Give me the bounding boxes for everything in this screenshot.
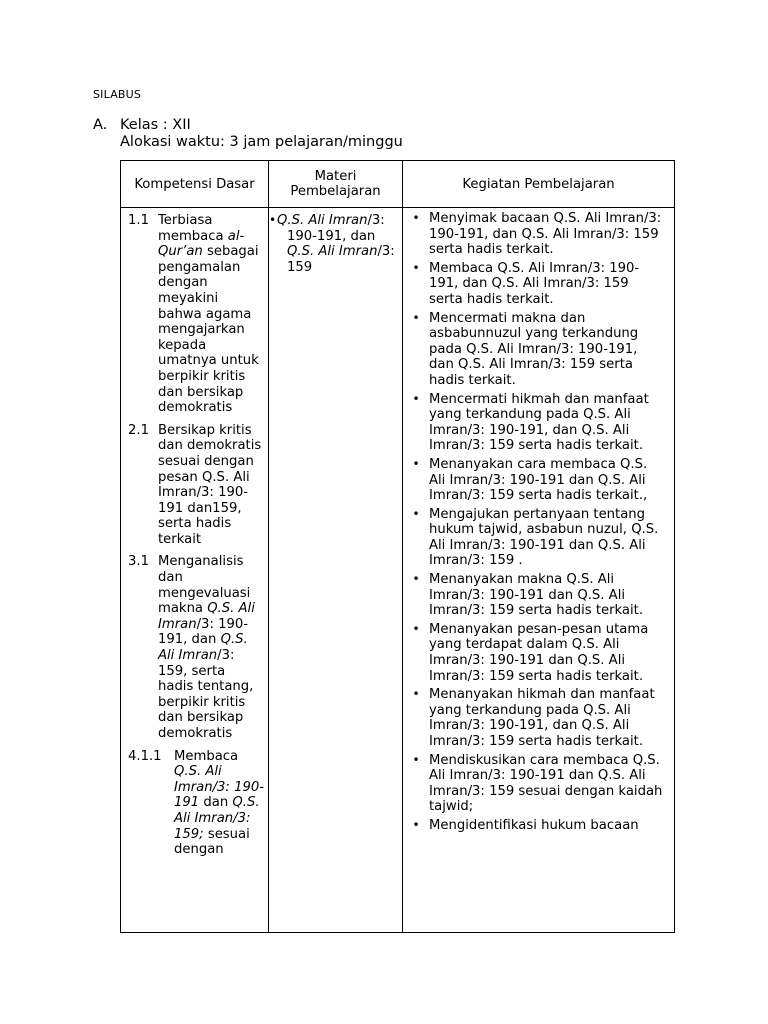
kegiatan-item bbox=[403, 392, 666, 454]
kegiatan-item bbox=[403, 818, 666, 834]
table-header-row bbox=[121, 161, 675, 208]
bullet-icon: • bbox=[412, 817, 420, 832]
kegiatan-text: Mendiskusikan cara membaca Q.S. Ali Imran/3: 190-191 dan Q.S. Ali Imran/3: 159 sesuai dengan kaidah tajwid; bbox=[429, 752, 663, 815]
section-a-line1 bbox=[93, 117, 403, 134]
kompetensi-text: Membaca Q.S. Ali Imran/3: 190-191 dan Q.S. Ali Imran/3: 159; sesuai dengan bbox=[174, 748, 264, 858]
materi-item bbox=[269, 208, 402, 275]
kompetensi-list bbox=[121, 208, 268, 858]
kompetensi-item bbox=[128, 213, 264, 416]
kompetensi-item bbox=[128, 554, 264, 741]
kegiatan-text: Menanyakan hikmah dan manfaat yang terkandung pada Q.S. Ali Imran/3: 190-191, dan Q.S. Ali Imran/3: 159 serta hadis terkait. bbox=[429, 687, 655, 749]
kompetensi-item bbox=[128, 749, 264, 858]
header-kegiatan-pembelajaran: Kegiatan Pembelajaran bbox=[403, 161, 675, 208]
kegiatan-list-wrap bbox=[403, 208, 674, 834]
kompetensi-number: 1.1 bbox=[128, 213, 149, 228]
class-label: Kelas : XII bbox=[120, 117, 191, 133]
bullet-icon: • bbox=[412, 506, 420, 521]
kegiatan-item bbox=[403, 261, 666, 308]
kegiatan-item bbox=[403, 753, 666, 815]
kegiatan-item bbox=[403, 211, 666, 258]
kegiatan-list bbox=[403, 211, 666, 834]
kegiatan-text: Mencermati makna dan asbabunnuzul yang terkandung pada Q.S. Ali Imran/3: 190-191, dan Q.S. Ali Imran/3: 159 serta hadis terkait. bbox=[429, 310, 639, 388]
kegiatan-item bbox=[403, 687, 666, 749]
bullet-icon: • bbox=[412, 456, 420, 471]
kegiatan-item bbox=[403, 507, 666, 569]
section-number: A. bbox=[93, 117, 108, 133]
kompetensi-number: 2.1 bbox=[128, 422, 149, 438]
kegiatan-text: Mengidentifikasi hukum bacaan bbox=[429, 817, 639, 833]
kegiatan-text: Menanyakan cara membaca Q.S. Ali Imran/3: 190-191 dan Q.S. Ali Imran/3: 159 serta hadis terkait., bbox=[429, 456, 648, 504]
kompetensi-text: Terbiasa membaca al-Qur’an sebagai pengamalan dengan meyakini bahwa agama mengajarkan kepada umatnya untuk berpikir kritis dan bersikap demokratis bbox=[158, 213, 259, 416]
kompetensi-cell bbox=[121, 208, 269, 933]
bullet-icon: • bbox=[412, 572, 420, 587]
bullet-icon: • bbox=[412, 752, 420, 767]
kegiatan-cell bbox=[403, 208, 675, 933]
kegiatan-text: Menanyakan makna Q.S. Ali Imran/3: 190-191 dan Q.S. Ali Imran/3: 159 serta hadis terkait. bbox=[429, 572, 644, 619]
kegiatan-text: Mencermati hikmah dan manfaat yang terkandung pada Q.S. Ali Imran/3: 190-191, dan Q.S. Ali Imran/3: 159 serta hadis terkait. bbox=[429, 391, 649, 454]
bullet-icon: • bbox=[412, 687, 420, 702]
section-a bbox=[93, 117, 403, 151]
kegiatan-item bbox=[403, 622, 666, 684]
kegiatan-item bbox=[403, 311, 666, 389]
kompetensi-number: 3.1 bbox=[128, 554, 149, 570]
bullet-icon: • bbox=[412, 391, 420, 406]
document-header-label: SILABUS bbox=[93, 88, 142, 101]
kegiatan-item bbox=[403, 572, 666, 619]
kompetensi-text: Menganalisis dan mengevaluasi makna Q.S. Ali Imran/3: 190-191, dan Q.S. Ali Imran/3: 159, serta hadis tentang, berpikir kritis dan bersikap demokratis bbox=[158, 554, 255, 741]
syllabus-table bbox=[120, 160, 675, 933]
materi-cell bbox=[269, 208, 403, 933]
header-materi-pembelajaran bbox=[269, 161, 403, 208]
kegiatan-text: Mengajukan pertanyaan tentang hukum tajwid, asbabun nuzul, Q.S. Ali Imran/3: 190-191 dan Q.S. Ali Imran/3: 159 . bbox=[429, 506, 659, 569]
kegiatan-item bbox=[403, 457, 666, 504]
kegiatan-text: Menanyakan pesan-pesan utama yang terdapat dalam Q.S. Ali Imran/3: 190-191 dan Q.S. Ali Imran/3: 159 serta hadis terkait. bbox=[429, 621, 649, 684]
kompetensi-text: Bersikap kritis dan demokratis sesuai dengan pesan Q.S. Ali Imran/3: 190-191 dan159, serta hadis terkait bbox=[158, 422, 262, 547]
table-body-row bbox=[121, 208, 675, 933]
kegiatan-text: Membaca Q.S. Ali Imran/3: 190-191, dan Q.S. Ali Imran/3: 159 serta hadis terkait. bbox=[429, 260, 640, 307]
bullet-icon: • bbox=[412, 621, 420, 636]
materi-list bbox=[269, 208, 402, 275]
materi-text: Q.S. Ali Imran/3: 190-191, dan Q.S. Ali Imran/3: 159 bbox=[277, 213, 395, 275]
time-allocation: Alokasi waktu: 3 jam pelajaran/minggu bbox=[120, 134, 403, 150]
kegiatan-text: Menyimak bacaan Q.S. Ali Imran/3: 190-191, dan Q.S. Ali Imran/3: 159 serta hadis terkait. bbox=[429, 211, 662, 258]
header-kompetensi-dasar: Kompetensi Dasar bbox=[121, 161, 269, 208]
kompetensi-item bbox=[128, 423, 264, 548]
bullet-icon: • bbox=[412, 310, 420, 325]
bullet-icon: • bbox=[269, 213, 277, 227]
bullet-icon: • bbox=[412, 260, 420, 275]
kompetensi-number: 4.1.1 bbox=[128, 748, 162, 764]
bullet-icon: • bbox=[412, 211, 420, 225]
header-materi-text: Materi Pembelajaran bbox=[290, 169, 381, 199]
